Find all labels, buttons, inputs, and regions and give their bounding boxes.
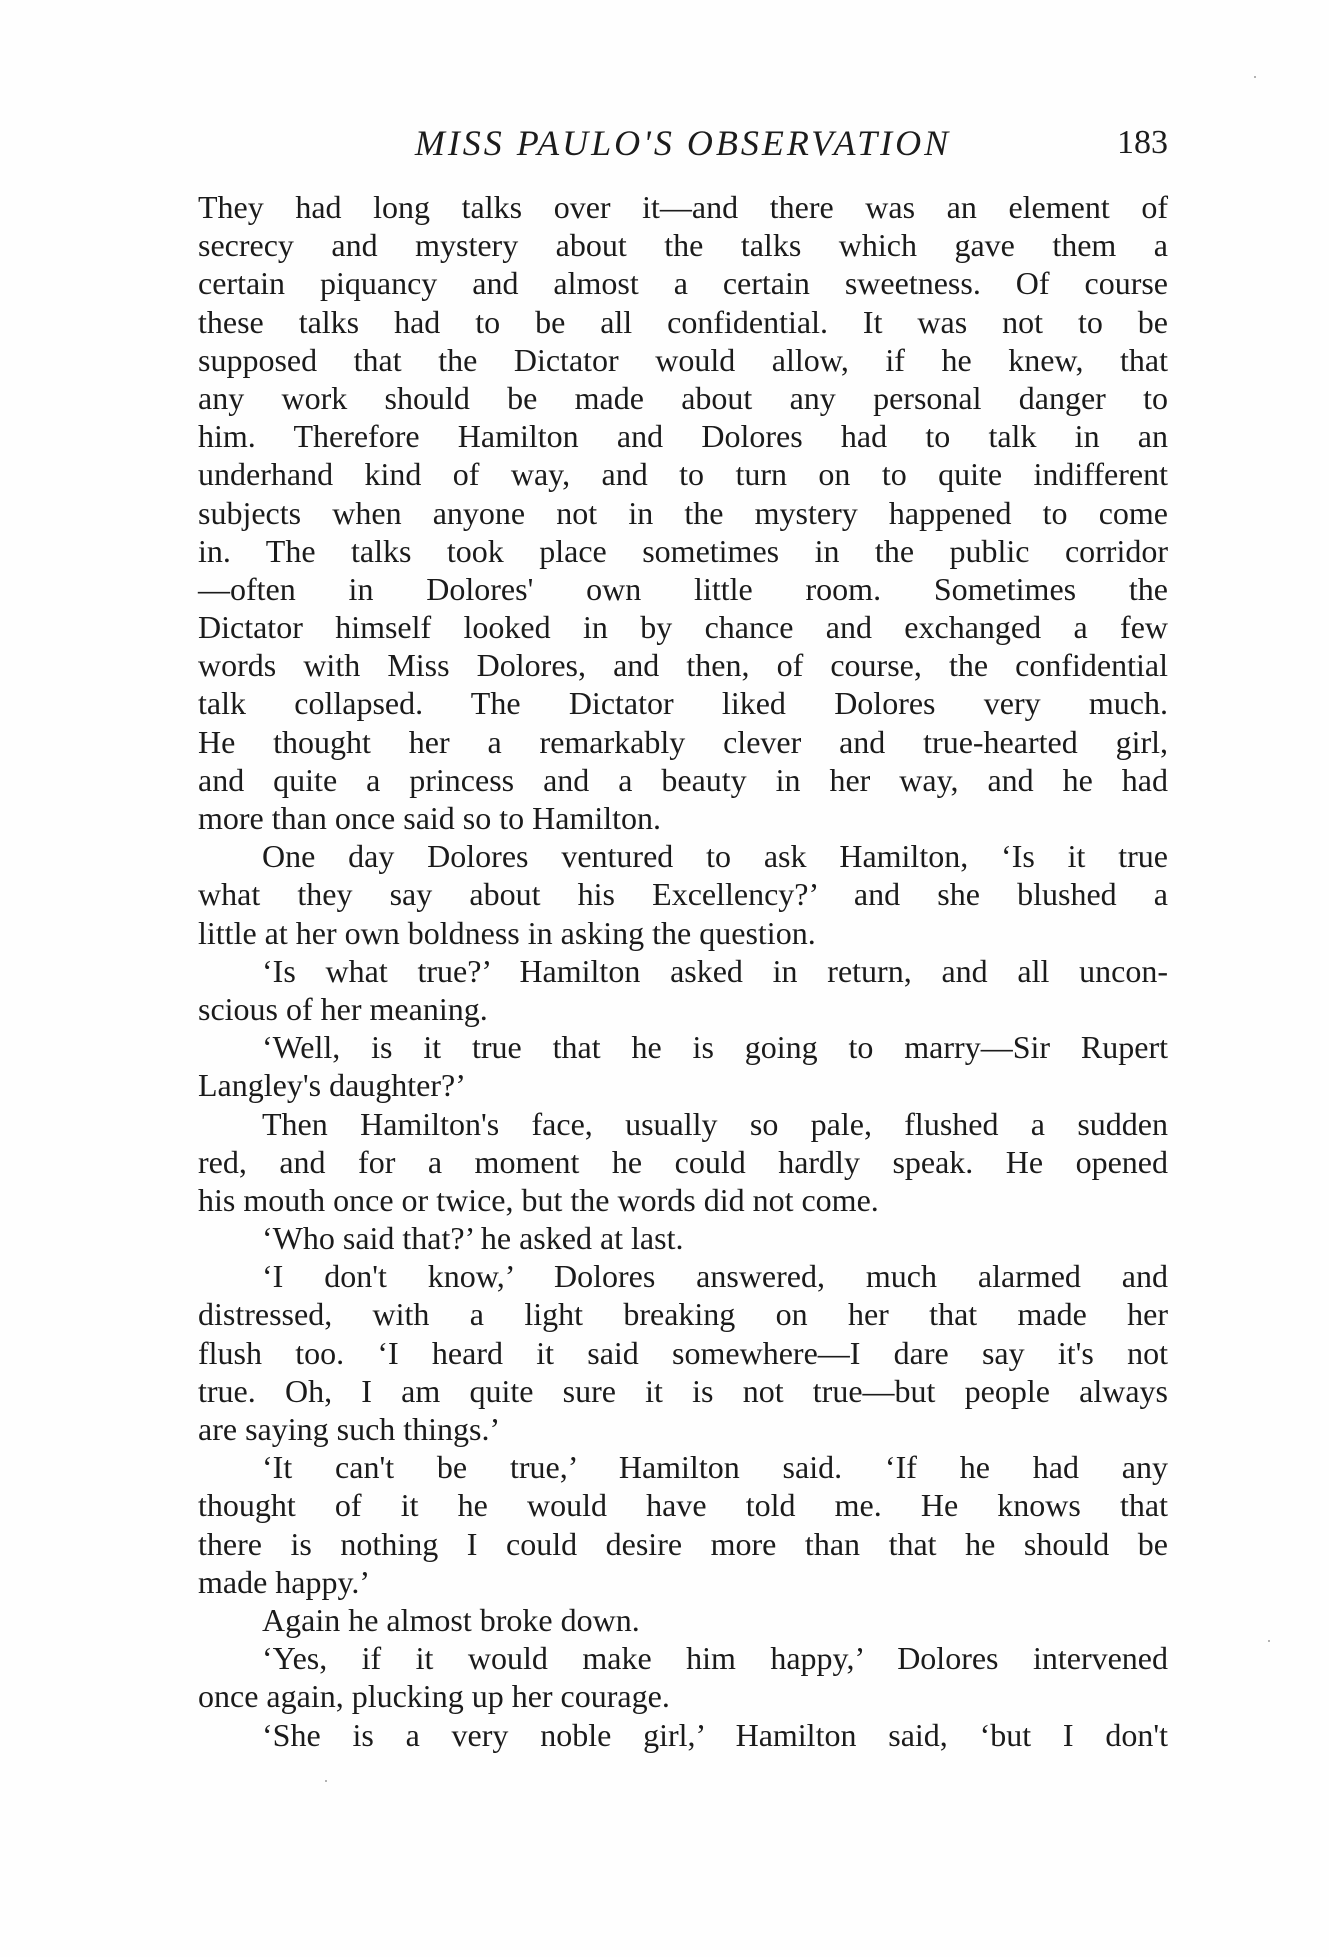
- paper-speck: [1268, 1640, 1270, 1642]
- paper-speck: [325, 1780, 327, 1782]
- text-line: red, and for a moment he could hardly speak. He opened: [198, 1143, 1168, 1180]
- running-head: MISS PAULO'S OBSERVATION: [414, 123, 952, 163]
- text-line: certain piquancy and almost a certain sweetness. Of course: [198, 265, 1168, 302]
- text-line: ‘Yes, if it would make him happy,’ Dolores intervened: [262, 1640, 1168, 1677]
- body-text: [198, 188, 1168, 1754]
- text-line: in. The talks took place sometimes in the public corridor: [198, 532, 1168, 569]
- text-line: He thought her a remarkably clever and true-hearted girl,: [198, 723, 1168, 760]
- text-line: any work should be made about any personal danger to: [198, 379, 1168, 416]
- text-line: made happy.’: [198, 1563, 371, 1600]
- text-line: Dictator himself looked in by chance and exchanged a few: [198, 609, 1168, 646]
- text-line: flush too. ‘I heard it said somewhere—I dare say it's not: [198, 1334, 1168, 1371]
- text-line: They had long talks over it—and there was an element of: [198, 189, 1168, 225]
- text-line: talk collapsed. The Dictator liked Dolores very much.: [198, 685, 1168, 722]
- text-line: supposed that the Dictator would allow, if he knew, that: [198, 341, 1168, 378]
- text-line: secrecy and mystery about the talks which gave them a: [198, 227, 1168, 264]
- text-line: ‘I don't know,’ Dolores answered, much alarmed and: [262, 1258, 1168, 1295]
- text-line: Then Hamilton's face, usually so pale, flushed a sudden: [262, 1105, 1168, 1142]
- text-line: subjects when anyone not in the mystery happened to come: [198, 494, 1168, 531]
- paper-speck: [1254, 76, 1256, 78]
- text-line: more than once said so to Hamilton.: [198, 800, 662, 836]
- text-line: —often in Dolores' own little room. Sometimes the: [198, 570, 1168, 607]
- text-line: there is nothing I could desire more than that he should be: [198, 1525, 1168, 1562]
- text-line: Langley's daughter?’: [198, 1067, 466, 1104]
- text-line: once again, plucking up her courage.: [198, 1678, 670, 1715]
- page-header: [198, 118, 1168, 168]
- text-line: underhand kind of way, and to turn on to quite indifferent: [198, 456, 1168, 493]
- text-line: him. Therefore Hamilton and Dolores had to talk in an: [198, 418, 1168, 455]
- text-line: his mouth once or twice, but the words did not come.: [198, 1181, 879, 1218]
- text-line: words with Miss Dolores, and then, of course, the confidential: [198, 647, 1168, 684]
- text-line: these talks had to be all confidential. It was not to be: [198, 303, 1168, 340]
- text-line: and quite a princess and a beauty in her way, and he had: [198, 761, 1168, 798]
- text-line: true. Oh, I am quite sure it is not true—but people always: [198, 1372, 1168, 1409]
- text-line: what they say about his Excellency?’ and she blushed a: [198, 876, 1168, 913]
- text-line: ‘Is what true?’ Hamilton asked in return, and all uncon-: [262, 952, 1168, 989]
- text-line: ‘She is a very noble girl,’ Hamilton said, ‘but I don't: [262, 1716, 1168, 1753]
- text-line: thought of it he would have told me. He knows that: [198, 1487, 1168, 1524]
- text-line: little at her own boldness in asking the question.: [198, 914, 816, 951]
- text-line: are saying such things.’: [198, 1411, 501, 1447]
- text-line: distressed, with a light breaking on her that made her: [198, 1296, 1168, 1333]
- text-line: ‘Who said that?’ he asked at last.: [262, 1220, 684, 1257]
- text-line: ‘It can't be true,’ Hamilton said. ‘If he had any: [262, 1449, 1168, 1486]
- text-line: One day Dolores ventured to ask Hamilton, ‘Is it true: [262, 838, 1168, 875]
- text-line: ‘Well, is it true that he is going to marry—Sir Rupert: [262, 1029, 1168, 1066]
- page-number: 183: [1117, 124, 1168, 161]
- text-line: scious of her meaning.: [198, 990, 488, 1027]
- text-line: Again he almost broke down.: [262, 1601, 640, 1638]
